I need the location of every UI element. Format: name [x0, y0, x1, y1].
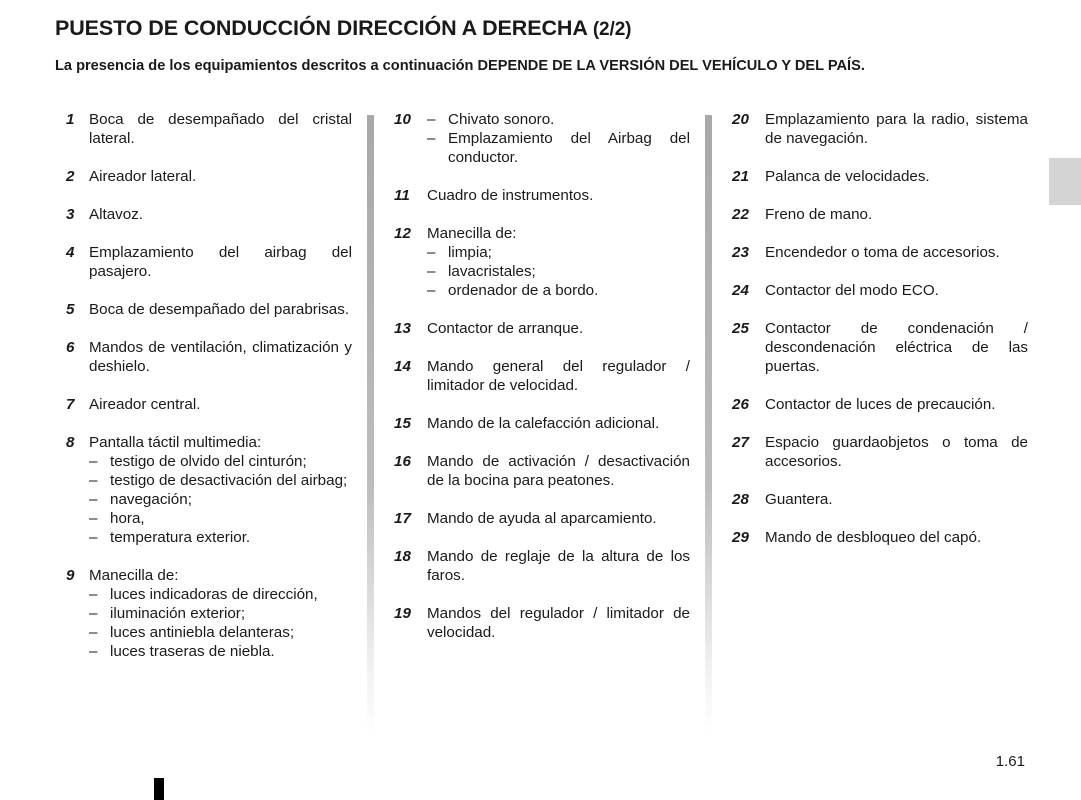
legend-item-number: 17 — [394, 510, 411, 527]
legend-item-text: Mando de ayuda al aparcamiento. — [427, 510, 657, 527]
legend-item-21 — [732, 167, 1028, 186]
legend-item-28 — [732, 490, 1028, 509]
legend-subitem-text: navegación; — [110, 491, 192, 508]
legend-item-text: Boca de desempañado del cristal lateral. — [89, 111, 352, 147]
legend-item-number: 29 — [732, 529, 749, 546]
legend-item-number: 20 — [732, 111, 749, 128]
legend-item-7 — [56, 395, 352, 414]
legend-column-2 — [394, 110, 690, 661]
legend-item-text: Boca de desempañado del parabrisas. — [89, 301, 350, 318]
legend-item-text: Altavoz. — [89, 206, 144, 223]
legend-item-23 — [732, 243, 1028, 262]
legend-item-number: 16 — [394, 453, 411, 470]
legend-item-number: 8 — [66, 434, 75, 451]
legend-item-body — [89, 395, 352, 414]
legend-subitem — [89, 623, 352, 642]
dash-bullet: – — [89, 624, 98, 641]
legend-subitem-text: ordenador de a bordo. — [448, 282, 599, 299]
legend-subitem — [427, 110, 690, 129]
legend-subitem-text: temperatura exterior. — [110, 529, 251, 546]
legend-item-number: 23 — [732, 244, 749, 261]
dash-bullet: – — [427, 130, 436, 147]
legend-item-11 — [394, 186, 690, 205]
column-divider-1 — [367, 115, 374, 735]
legend-item-number: 5 — [66, 301, 75, 318]
dash-bullet: – — [89, 472, 98, 489]
legend-subitem-text: Emplazamiento del Airbag del conductor. — [448, 130, 690, 166]
dash-bullet: – — [89, 529, 98, 546]
legend-item-body — [89, 338, 352, 376]
legend-subitem-text: Chivato sonoro. — [448, 111, 555, 128]
legend-item-number: 24 — [732, 282, 749, 299]
legend-column-1 — [56, 110, 352, 680]
legend-item-body — [89, 300, 352, 319]
legend-item-number: 25 — [732, 320, 749, 337]
legend-item-number: 9 — [66, 567, 75, 584]
legend-item-number: 22 — [732, 206, 749, 223]
legend-item-8 — [56, 433, 352, 547]
legend-subitem — [89, 585, 352, 604]
print-crop-mark — [154, 778, 164, 800]
legend-item-number: 4 — [66, 244, 75, 261]
legend-item-body — [765, 319, 1028, 376]
legend-item-text: Aireador lateral. — [89, 168, 197, 185]
legend-item-body — [89, 566, 352, 661]
legend-item-text: Mandos del regulador / limitador de velocidad. — [427, 605, 690, 641]
legend-item-text: Pantalla táctil multimedia: — [89, 434, 262, 451]
dash-bullet: – — [427, 244, 436, 261]
legend-item-9 — [56, 566, 352, 661]
page-number: 1.61 — [995, 753, 1025, 770]
legend-item-text: Emplazamiento del airbag del pasajero. — [89, 244, 352, 280]
legend-item-text: Aireador central. — [89, 396, 201, 413]
legend-item-body — [765, 490, 1028, 509]
legend-item-number: 2 — [66, 168, 75, 185]
legend-item-24 — [732, 281, 1028, 300]
legend-item-19 — [394, 604, 690, 642]
legend-subitem — [89, 604, 352, 623]
title-text: PUESTO DE CONDUCCIÓN DIRECCIÓN A DERECHA — [55, 16, 587, 40]
legend-item-body — [765, 167, 1028, 186]
legend-item-text: Mandos de ventilación, climatización y deshielo. — [89, 339, 352, 375]
dash-bullet: – — [427, 282, 436, 299]
legend-subitem-text: luces traseras de niebla. — [110, 643, 275, 660]
legend-item-15 — [394, 414, 690, 433]
legend-item-body — [765, 528, 1028, 547]
legend-subitem — [427, 262, 690, 281]
dash-bullet: – — [89, 510, 98, 527]
legend-item-text: Mando de reglaje de la altura de los faros. — [427, 548, 690, 584]
dash-bullet: – — [89, 643, 98, 660]
legend-item-text: Espacio guardaobjetos o toma de accesorios. — [765, 434, 1028, 470]
section-tab-marker — [1049, 158, 1081, 205]
legend-item-body — [427, 186, 690, 205]
legend-subitem — [89, 509, 352, 528]
legend-subitem-text: testigo de olvido del cinturón; — [110, 453, 307, 470]
legend-item-6 — [56, 338, 352, 376]
legend-item-number: 6 — [66, 339, 75, 356]
legend-item-13 — [394, 319, 690, 338]
legend-subitem — [89, 452, 352, 471]
legend-item-number: 3 — [66, 206, 75, 223]
legend-item-16 — [394, 452, 690, 490]
legend-item-number: 10 — [394, 111, 411, 128]
legend-item-26 — [732, 395, 1028, 414]
legend-item-number: 27 — [732, 434, 749, 451]
legend-item-text: Guantera. — [765, 491, 833, 508]
legend-item-text: Palanca de velocidades. — [765, 168, 930, 185]
legend-item-number: 7 — [66, 396, 75, 413]
legend-item-text: Manecilla de: — [89, 567, 179, 584]
legend-item-number: 1 — [66, 111, 75, 128]
legend-item-27 — [732, 433, 1028, 471]
page-subtitle: La presencia de los equipamientos descritos a continuación DEPENDE DE LA VERSIÓN DEL VEHÍCULO Y DEL PAÍS. — [55, 58, 865, 74]
legend-item-text: Manecilla de: — [427, 225, 517, 242]
legend-item-text: Contactor de condenación / descondenación eléctrica de las puertas. — [765, 320, 1028, 375]
legend-subitem-text: hora, — [110, 510, 145, 527]
legend-subitem — [427, 281, 690, 300]
legend-item-3 — [56, 205, 352, 224]
legend-item-body — [89, 433, 352, 547]
legend-item-body — [427, 357, 690, 395]
legend-item-body — [765, 243, 1028, 262]
legend-item-2 — [56, 167, 352, 186]
legend-subitem-text: luces indicadoras de dirección, — [110, 586, 318, 603]
legend-item-12 — [394, 224, 690, 300]
dash-bullet: – — [427, 111, 436, 128]
legend-subitem — [89, 528, 352, 547]
dash-bullet: – — [89, 453, 98, 470]
legend-item-text: Emplazamiento para la radio, sistema de navegación. — [765, 111, 1028, 147]
legend-item-text: Contactor del modo ECO. — [765, 282, 939, 299]
legend-item-body — [765, 433, 1028, 471]
legend-item-4 — [56, 243, 352, 281]
legend-item-number: 13 — [394, 320, 411, 337]
legend-item-body — [765, 281, 1028, 300]
legend-subitem-text: iluminación exterior; — [110, 605, 246, 622]
legend-item-number: 14 — [394, 358, 411, 375]
legend-item-number: 28 — [732, 491, 749, 508]
legend-subitem — [427, 129, 690, 167]
legend-subitem-text: luces antiniebla delanteras; — [110, 624, 295, 641]
legend-item-body — [427, 547, 690, 585]
legend-item-text: Contactor de arranque. — [427, 320, 584, 337]
legend-item-number: 12 — [394, 225, 411, 242]
legend-item-text: Encendedor o toma de accesorios. — [765, 244, 1000, 261]
legend-subitem — [89, 471, 352, 490]
legend-item-body — [765, 205, 1028, 224]
legend-subitem-text: testigo de desactivación del airbag; — [110, 472, 348, 489]
legend-column-3 — [732, 110, 1028, 566]
legend-item-10 — [394, 110, 690, 167]
legend-item-body — [765, 110, 1028, 148]
legend-item-20 — [732, 110, 1028, 148]
legend-item-text: Mando general del regulador / limitador de velocidad. — [427, 358, 690, 394]
legend-item-22 — [732, 205, 1028, 224]
legend-item-text: Mando de desbloqueo del capó. — [765, 529, 982, 546]
legend-item-text: Mando de la calefacción adicional. — [427, 415, 660, 432]
legend-item-5 — [56, 300, 352, 319]
legend-subitem — [427, 243, 690, 262]
legend-subitem-text: limpia; — [448, 244, 492, 261]
dash-bullet: – — [89, 605, 98, 622]
legend-subitem — [89, 642, 352, 661]
page-title — [55, 16, 631, 41]
legend-item-body — [427, 509, 690, 528]
legend-item-number: 11 — [394, 187, 410, 204]
legend-subitem — [89, 490, 352, 509]
legend-item-body — [89, 110, 352, 148]
legend-item-number: 18 — [394, 548, 411, 565]
legend-item-body — [427, 414, 690, 433]
legend-item-body — [427, 110, 690, 167]
title-part-indicator: (2/2) — [592, 19, 632, 40]
legend-subitem-text: lavacristales; — [448, 263, 536, 280]
legend-item-body — [427, 224, 690, 300]
legend-item-body — [89, 167, 352, 186]
legend-item-body — [765, 395, 1028, 414]
legend-item-number: 26 — [732, 396, 749, 413]
legend-item-number: 19 — [394, 605, 411, 622]
legend-item-text: Cuadro de instrumentos. — [427, 187, 594, 204]
legend-item-number: 21 — [732, 168, 749, 185]
legend-item-body — [89, 205, 352, 224]
legend-item-text: Freno de mano. — [765, 206, 873, 223]
legend-item-body — [427, 452, 690, 490]
legend-item-14 — [394, 357, 690, 395]
dash-bullet: – — [427, 263, 436, 280]
legend-item-body — [427, 319, 690, 338]
legend-item-17 — [394, 509, 690, 528]
legend-item-29 — [732, 528, 1028, 547]
legend-item-25 — [732, 319, 1028, 376]
legend-item-18 — [394, 547, 690, 585]
legend-item-1 — [56, 110, 352, 148]
legend-item-body — [427, 604, 690, 642]
legend-item-body — [89, 243, 352, 281]
dash-bullet: – — [89, 586, 98, 603]
dash-bullet: – — [89, 491, 98, 508]
legend-item-text: Mando de activación / desactivación de la bocina para peatones. — [427, 453, 690, 489]
column-divider-2 — [705, 115, 712, 735]
legend-item-number: 15 — [394, 415, 411, 432]
legend-item-text: Contactor de luces de precaución. — [765, 396, 996, 413]
